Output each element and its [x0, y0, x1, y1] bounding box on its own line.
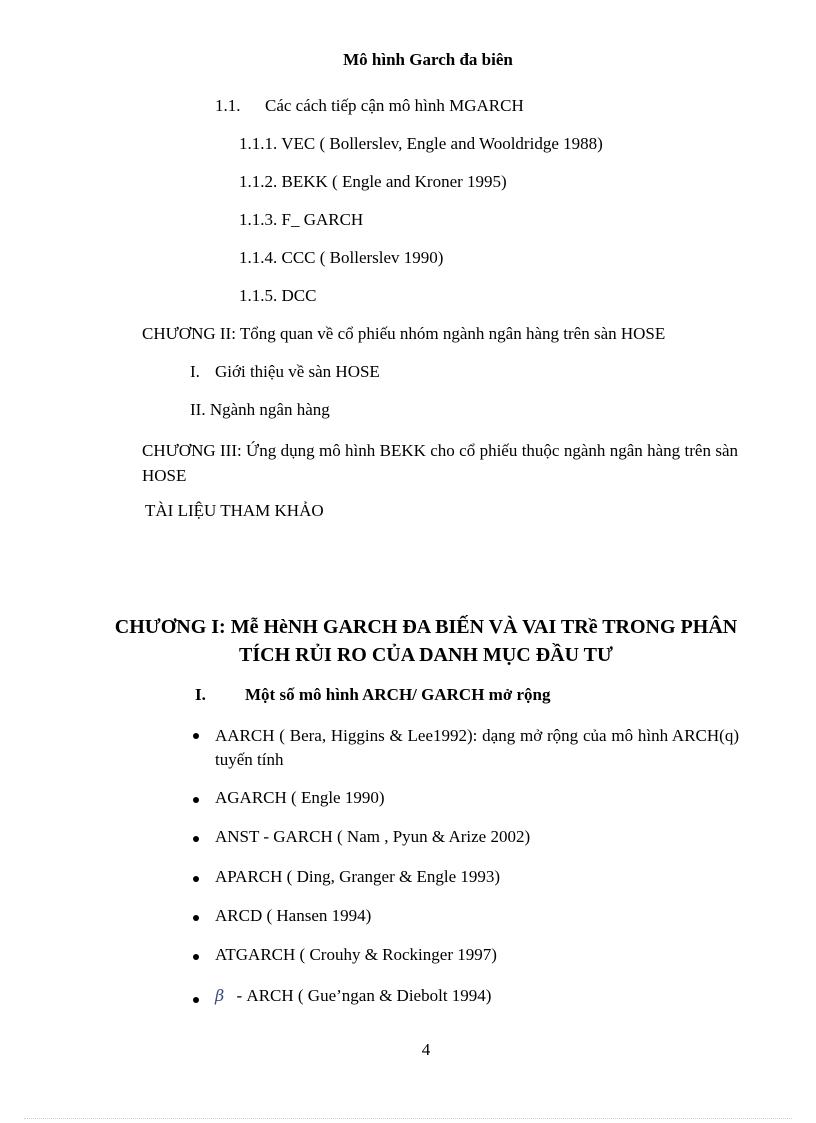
bullet-dot [193, 836, 199, 842]
toc-subitem [239, 134, 603, 154]
toc-chapter-3: CHƯƠNG III: Ứng dụng mô hình BEKK cho cổ phiếu thuộc ngành ngân hàng trên sàn HOSE [142, 441, 738, 485]
toc-chapter-2-item-number: I. [190, 362, 200, 381]
toc-subitem-label: F_ GARCH [281, 210, 364, 229]
list-item: AGARCH ( Engle 1990) [215, 788, 385, 807]
toc-section-number: 1.1. [215, 96, 241, 115]
bullet-dot [193, 876, 199, 882]
list-item: APARCH ( Ding, Granger & Engle 1993) [215, 867, 501, 886]
toc-subitem-number: 1.1.2. [239, 172, 278, 191]
toc-references: TÀI LIỆU THAM KHẢO [145, 501, 324, 520]
toc-subitem-number: 1.1.3. [239, 210, 278, 229]
toc-chapter-2-item [190, 400, 330, 420]
bullet-dot [193, 997, 199, 1003]
toc-subitem-number: 1.1.4. [239, 248, 278, 267]
toc-subitem-label: CCC ( Bollerslev 1990) [281, 248, 444, 267]
toc-chapter-2-item-label: Ngành ngân hàng [209, 400, 330, 419]
toc-chapter-2: CHƯƠNG II: Tổng quan về cổ phiếu nhóm ngành ngân hàng trên sàn HOSE [142, 324, 666, 343]
bullet-dot [193, 733, 199, 739]
chapter-1-title: CHƯƠNG I: Mễ HèNH GARCH ĐA BIẾN VÀ VAI TRề TRONG PHÂN TÍCH RỦI RO CỦA DANH MỤC ĐẦU TƯ [114, 616, 738, 666]
toc-subitem-number: 1.1.1. [239, 134, 278, 153]
section-number: I. [195, 685, 206, 704]
list-item [215, 986, 491, 1006]
list-item: ATGARCH ( Crouhy & Rockinger 1997) [215, 945, 497, 964]
page-divider [24, 1118, 792, 1119]
toc-chapter-2-item-number: II. [190, 400, 206, 419]
page-header-title: Mô hình Garch đa biên [343, 50, 513, 69]
toc-subitem [239, 248, 443, 268]
section-title: Một số mô hình ARCH/ GARCH mở rộng [245, 685, 551, 704]
toc-subitem [239, 210, 363, 230]
toc-section-label: Các cách tiếp cận mô hình MGARCH [265, 96, 524, 115]
toc-subitem-label: BEKK ( Engle and Kroner 1995) [281, 172, 507, 191]
list-item-text: - ARCH ( Gue’ngan & Diebolt 1994) [236, 986, 492, 1005]
bullet-dot [193, 915, 199, 921]
toc-subitem [239, 172, 507, 192]
toc-chapter-2-item-label: Giới thiệu về sàn HOSE [215, 362, 380, 381]
list-item: ARCD ( Hansen 1994) [215, 906, 372, 925]
page-number: 4 [421, 1040, 431, 1059]
beta-symbol: β [215, 986, 225, 1005]
toc-subitem-label: VEC ( Bollerslev, Engle and Wooldridge 1988) [281, 134, 603, 153]
toc-subitem-number: 1.1.5. [239, 286, 278, 305]
bullet-dot [193, 954, 199, 960]
toc-subitem [239, 286, 316, 306]
toc-subitem-label: DCC [281, 286, 317, 305]
list-item: ANST - GARCH ( Nam , Pyun & Arize 2002) [215, 827, 531, 846]
bullet-dot [193, 797, 199, 803]
list-item: AARCH ( Bera, Higgins & Lee1992): dạng mở rộng của mô hình ARCH(q) tuyến tính [215, 726, 739, 769]
